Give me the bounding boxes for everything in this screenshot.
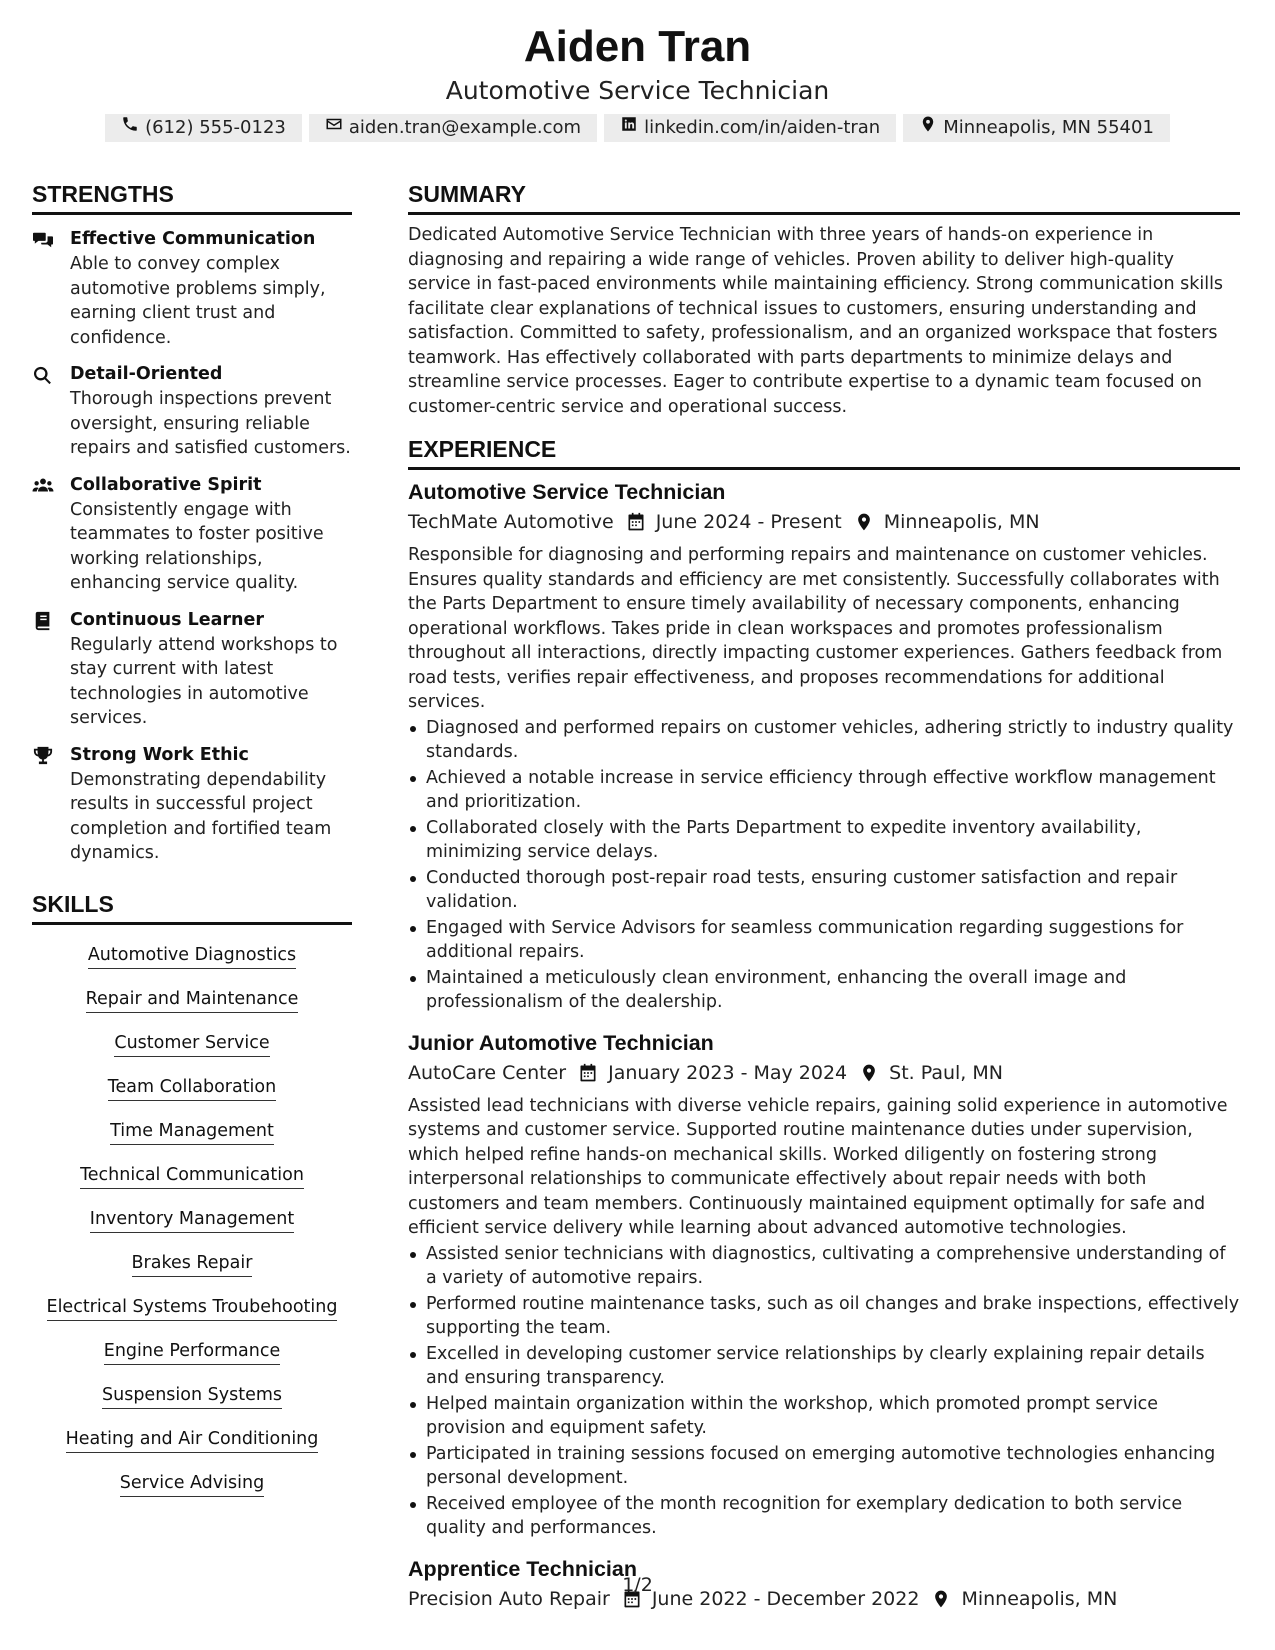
search-icon bbox=[32, 362, 56, 461]
skill-item: Brakes Repair bbox=[132, 1251, 253, 1277]
strength-text: Able to convey complex automotive problems simply, earning client trust and confidence. bbox=[70, 254, 326, 348]
strength-item bbox=[32, 743, 352, 866]
job-description: Assisted lead technicians with diverse vehicle repairs, gaining solid experience in automotive systems and customer service. Supported routine maintenance duties under supervision, which helped refine hands-on mechanical skills. Worked diligently on fostering strong interpersonal relationships to communicate effectively about repair needs with both customers and team members. Continuously maintained equipment optimally for safe and efficient service delivery while learning about advanced automotive technologies. bbox=[408, 1095, 1228, 1238]
experience-heading: EXPERIENCE bbox=[408, 435, 1240, 470]
job-dates: January 2023 - May 2024 bbox=[608, 1061, 848, 1084]
skill-item: Electrical Systems Troubehooting bbox=[47, 1295, 338, 1321]
job-dates: June 2024 - Present bbox=[655, 511, 842, 533]
bullet-item: Diagnosed and performed repairs on customer vehicles, adhering strictly to industry quality standards. bbox=[408, 716, 1240, 765]
skill-item: Repair and Maintenance bbox=[86, 987, 299, 1013]
users-icon bbox=[32, 473, 56, 596]
job-meta bbox=[408, 1058, 1240, 1088]
strength-item bbox=[32, 608, 352, 731]
skill-item: Suspension Systems bbox=[102, 1383, 282, 1409]
strength-title: Detail-Oriented bbox=[70, 364, 223, 384]
strength-title: Collaborative Spirit bbox=[70, 474, 262, 495]
strength-text: Thorough inspections prevent oversight, ensuring reliable repairs and satisfied customers. bbox=[70, 389, 351, 458]
bullet-item: Excelled in developing customer service relationships by clearly explaining repair details and ensuring transparency. bbox=[408, 1342, 1240, 1391]
strength-title: Effective Communication bbox=[70, 229, 316, 249]
skill-item: Technical Communication bbox=[80, 1163, 304, 1189]
candidate-name: Aiden Tran bbox=[523, 22, 752, 71]
skill-item: Team Collaboration bbox=[108, 1075, 276, 1101]
linkedin-text: linkedin.com/in/aiden-tran bbox=[644, 117, 881, 138]
contact-linkedin[interactable] bbox=[604, 114, 896, 142]
job-company: TechMate Automotive bbox=[408, 511, 614, 533]
job-meta bbox=[408, 507, 1240, 537]
skill-item: Engine Performance bbox=[104, 1339, 280, 1365]
bullet-item: Conducted thorough post-repair road tests, ensuring customer satisfaction and repair validation. bbox=[408, 866, 1240, 915]
job-bullets bbox=[408, 716, 1240, 1015]
calendar-icon bbox=[578, 1063, 598, 1083]
location-icon bbox=[859, 1063, 879, 1083]
skill-item: Inventory Management bbox=[90, 1207, 294, 1233]
bullet-item: Participated in training sessions focused on emerging automotive technologies enhancing personal development. bbox=[408, 1442, 1240, 1491]
skill-item: Automotive Diagnostics bbox=[88, 943, 296, 969]
strength-text: Regularly attend workshops to stay current with latest technologies in automotive services. bbox=[70, 634, 338, 728]
contact-phone[interactable] bbox=[105, 114, 302, 142]
strength-item bbox=[32, 227, 352, 350]
job-role: Junior Automotive Technician bbox=[408, 1030, 714, 1055]
location-text: Minneapolis, MN 55401 bbox=[943, 117, 1154, 138]
contact-email[interactable] bbox=[309, 114, 597, 142]
candidate-title: Automotive Service Technician bbox=[445, 76, 830, 105]
job-bullets bbox=[408, 1242, 1240, 1541]
bullet-item: Received employee of the month recognition for exemplary dedication to both service quality and performances. bbox=[408, 1492, 1240, 1541]
bullet-item: Helped maintain organization within the workshop, which promoted prompt service provision and equipment safety. bbox=[408, 1392, 1240, 1441]
bullet-item: Assisted senior technicians with diagnostics, cultivating a comprehensive understanding of a variety of automotive repairs. bbox=[408, 1242, 1240, 1291]
right-column bbox=[408, 180, 1240, 1614]
strength-text: Consistently engage with teammates to foster positive working relationships, enhancing service quality. bbox=[70, 499, 324, 593]
bullet-item: Collaborated closely with the Parts Department to expedite inventory availability, minimizing service delays. bbox=[408, 816, 1240, 865]
job-location: Minneapolis, MN bbox=[883, 511, 1040, 533]
strength-item bbox=[32, 362, 352, 461]
email-icon bbox=[325, 114, 343, 142]
contact-row bbox=[0, 114, 1275, 142]
book-icon bbox=[32, 608, 56, 731]
summary-text: Dedicated Automotive Service Technician with three years of hands-on experience in diagnosing and repairing a wide range of vehicles. Proven ability to deliver high-quality service in fast-paced environments while maintaining efficiency. Strong communication skills facilitate clear explanations of technical issues to customers, ensuring understanding and satisfaction. Committed to safety, professionalism, and an organized workspace that fosters teamwork. Has effectively collaborated with parts departments to minimize delays and streamline service processes. Eager to contribute expertise to a dynamic team focused on customer-centric service and operational success. bbox=[408, 225, 1224, 417]
calendar-icon bbox=[626, 512, 646, 532]
summary-heading: SUMMARY bbox=[408, 180, 1240, 215]
job-location: Minneapolis, MN bbox=[961, 1587, 1118, 1610]
contact-location bbox=[903, 114, 1170, 142]
skill-item: Customer Service bbox=[114, 1031, 269, 1057]
chat-icon bbox=[32, 227, 56, 350]
job-location: St. Paul, MN bbox=[889, 1061, 1003, 1084]
job-role: Automotive Service Technician bbox=[408, 480, 726, 504]
strength-title: Continuous Learner bbox=[70, 609, 265, 630]
job-entry bbox=[408, 478, 1240, 1015]
resume-header bbox=[0, 22, 1275, 142]
email-text: aiden.tran@example.com bbox=[348, 117, 582, 138]
skills-list bbox=[32, 931, 352, 1497]
phone-text: (612) 555-0123 bbox=[145, 117, 286, 138]
strength-title: Strong Work Ethic bbox=[70, 744, 249, 765]
job-dates: June 2022 - December 2022 bbox=[651, 1587, 920, 1610]
strengths-heading: STRENGTHS bbox=[32, 180, 352, 215]
bullet-item: Engaged with Service Advisors for seamless communication regarding suggestions for additional repairs. bbox=[408, 916, 1240, 965]
strength-text: Demonstrating dependability results in successful project completion and fortified team dynamics. bbox=[70, 769, 332, 863]
job-entry bbox=[408, 1029, 1240, 1541]
location-icon bbox=[854, 512, 874, 532]
location-icon bbox=[919, 114, 937, 142]
skill-item: Heating and Air Conditioning bbox=[66, 1427, 319, 1453]
bullet-item: Performed routine maintenance tasks, such as oil changes and brake inspections, effectively supporting the team. bbox=[408, 1292, 1240, 1341]
skills-heading: SKILLS bbox=[32, 890, 352, 925]
job-company: AutoCare Center bbox=[408, 1061, 567, 1084]
strength-item bbox=[32, 473, 352, 596]
phone-icon bbox=[121, 114, 139, 142]
bullet-item: Maintained a meticulously clean environment, enhancing the overall image and professionalism of the dealership. bbox=[408, 966, 1240, 1015]
job-description: Responsible for diagnosing and performing repairs and maintenance on customer vehicles. Ensures quality standards and efficiency are met consistently. Successfully collaborates with the Parts Department to ensure timely availability of necessary components, enhancing operational workflows. Takes pride in clean workspaces and promotes professionalism throughout all interactions, directly impacting customer experiences. Gathers feedback from road tests, verifies repair effectiveness, and proposes recommendations for additional services. bbox=[408, 545, 1223, 712]
page-number: 1/2 bbox=[622, 1574, 653, 1596]
bullet-item: Achieved a notable increase in service efficiency through effective workflow management and prioritization. bbox=[408, 766, 1240, 815]
trophy-icon bbox=[32, 743, 56, 866]
left-column bbox=[32, 180, 352, 1497]
skill-item: Time Management bbox=[110, 1119, 274, 1145]
job-company: Precision Auto Repair bbox=[408, 1587, 610, 1610]
job-role: Apprentice Technician bbox=[408, 1556, 637, 1581]
skill-item: Service Advising bbox=[120, 1471, 264, 1497]
linkedin-icon bbox=[620, 114, 638, 142]
